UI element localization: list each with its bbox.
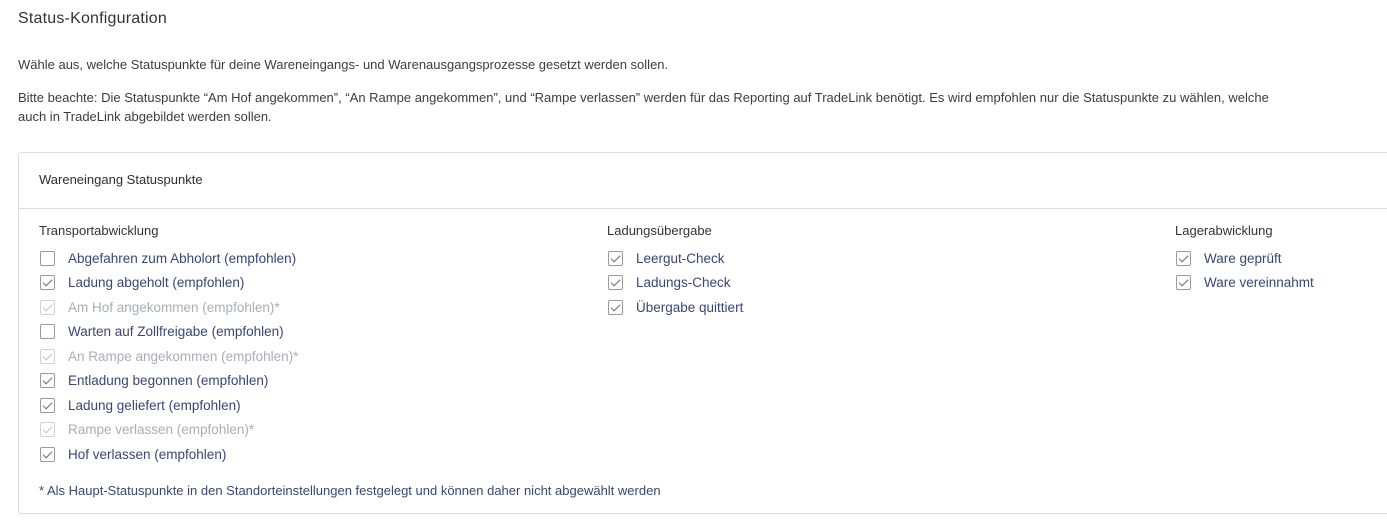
checkbox-unchecked[interactable] xyxy=(40,324,55,339)
status-option[interactable] xyxy=(39,442,298,467)
checkbox-checked[interactable] xyxy=(40,447,55,462)
checkbox-checked[interactable] xyxy=(608,251,623,266)
status-option[interactable] xyxy=(39,393,298,418)
group-title: Lagerabwicklung xyxy=(1175,223,1273,238)
checkbox-checked[interactable] xyxy=(40,373,55,388)
group-title: Transportabwicklung xyxy=(39,223,159,238)
status-option-label: Ware geprüft xyxy=(1204,250,1282,266)
status-option[interactable] xyxy=(607,295,743,320)
checkbox-checked xyxy=(40,422,55,437)
note-text-line1: Bitte beachte: Die Statuspunkte “Am Hof angekommen”, “An Rampe angekommen”, und “Rampe verlassen” werden für das Reporting auf TradeLink benötigt. Es wird empfohlen nur die Statuspunkte zu wählen, welche xyxy=(18,90,1269,105)
checkbox-checked[interactable] xyxy=(40,398,55,413)
status-option-label: Abgefahren zum Abholort (empfohlen) xyxy=(68,250,297,266)
status-option[interactable] xyxy=(607,246,743,271)
status-option[interactable] xyxy=(1175,271,1314,296)
status-option-label: An Rampe angekommen (empfohlen)* xyxy=(68,348,299,364)
card-title: Wareneingang Statuspunkte xyxy=(39,172,203,187)
group-lagerabwicklung xyxy=(1175,223,1314,295)
status-option-label: Ware vereinnahmt xyxy=(1204,275,1314,291)
status-option xyxy=(39,295,298,320)
status-option-label: Hof verlassen (empfohlen) xyxy=(68,446,227,462)
intro-text: Wähle aus, welche Statuspunkte für deine Wareneingangs- und Warenausgangsprozesse gesetzt werden sollen. xyxy=(18,57,669,72)
group-transportabwicklung xyxy=(39,223,298,467)
status-option[interactable] xyxy=(39,369,298,394)
status-option-label: Übergabe quittiert xyxy=(636,299,744,315)
checkbox-checked[interactable] xyxy=(608,300,623,315)
status-option-label: Rampe verlassen (empfohlen)* xyxy=(68,422,255,438)
checkbox-checked[interactable] xyxy=(1176,275,1191,290)
checkbox-checked xyxy=(40,300,55,315)
status-option-label: Ladung geliefert (empfohlen) xyxy=(68,397,241,413)
status-option-label: Ladung abgeholt (empfohlen) xyxy=(68,275,245,291)
group-title: Ladungsübergabe xyxy=(607,223,712,238)
status-option-label: Leergut-Check xyxy=(636,250,725,266)
status-option-label: Warten auf Zollfreigabe (empfohlen) xyxy=(68,324,284,340)
card-header xyxy=(19,153,1387,209)
checkbox-unchecked[interactable] xyxy=(40,251,55,266)
note-text-line2: auch in TradeLink abgebildet werden sollen. xyxy=(18,109,272,124)
status-option[interactable] xyxy=(39,271,298,296)
status-option[interactable] xyxy=(1175,246,1314,271)
status-option[interactable] xyxy=(607,271,743,296)
status-option[interactable] xyxy=(39,320,298,345)
page-title: Status-Konfiguration xyxy=(18,10,167,27)
checkbox-checked[interactable] xyxy=(1176,251,1191,266)
status-option xyxy=(39,418,298,443)
status-option-label: Entladung begonnen (empfohlen) xyxy=(68,373,269,389)
status-option xyxy=(39,344,298,369)
wareneingang-card xyxy=(18,152,1387,514)
checkbox-checked xyxy=(40,349,55,364)
note-text xyxy=(18,88,1387,126)
checkbox-checked[interactable] xyxy=(608,275,623,290)
group-ladungsuebergabe xyxy=(607,223,743,320)
checkbox-checked[interactable] xyxy=(40,275,55,290)
status-option-label: Am Hof angekommen (empfohlen)* xyxy=(68,299,280,315)
status-option[interactable] xyxy=(39,246,298,271)
footnote: * Als Haupt-Statuspunkte in den Standorteinstellungen festgelegt und können daher nicht abgewählt werden xyxy=(39,483,661,498)
status-option-label: Ladungs-Check xyxy=(636,275,731,291)
